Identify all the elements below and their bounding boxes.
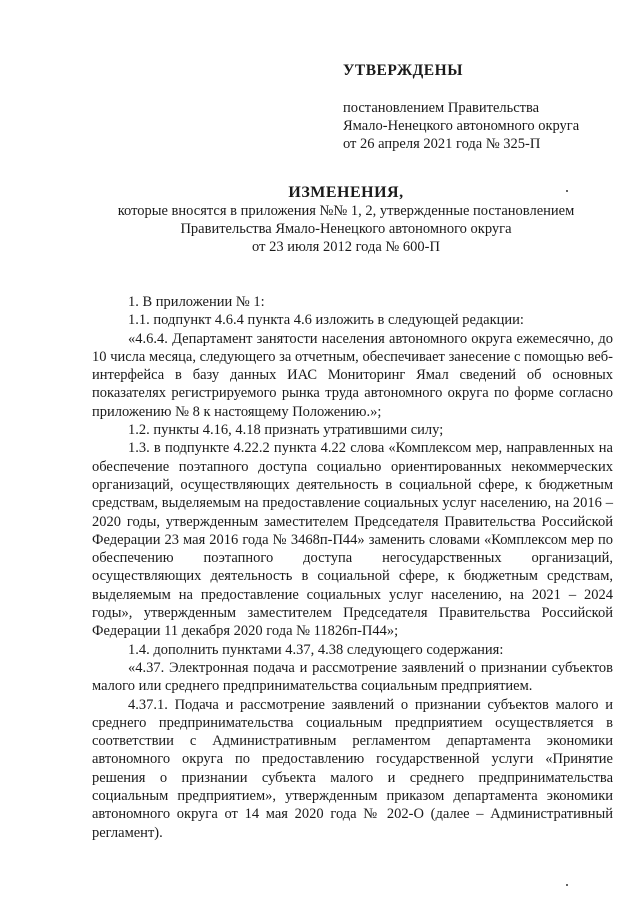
document-subtitle-line-2: Правительства Ямало-Ненецкого автономного округа	[180, 221, 512, 237]
approval-line-1: постановлением Правительства	[343, 100, 540, 116]
paragraph-1-2: 1.2. пункты 4.16, 4.18 признать утратившими силу;	[128, 422, 444, 439]
paragraph-4-37: «4.37. Электронная подача и рассмотрение заявлений о признании субъектов малого или среднего предпринимательства социальным предприятием.	[92, 659, 613, 695]
document-subtitle-line-3: от 23 июля 2012 года № 600-П	[252, 239, 440, 255]
document-header	[0, 184, 640, 256]
paragraph-4-37-1: 4.37.1. Подача и рассмотрение заявлений о признании субъектов малого и среднего предпринимательства социальным предприятием осуществляется в соответствии с Административным регламентом департамента экономики автономного округа по предоставлению государственной услуги «Принятие решения о признании субъекта малого и среднего предпринимательства социальным предприятием», утвержденным приказом департамента экономики автономного округа от 14 мая 2020 года № 202-О (далее – Административный регламент).	[92, 696, 613, 841]
paragraph-1-3: 1.3. в подпункте 4.22.2 пункта 4.22 слова «Комплексом мер, направленных на обеспечение поэтапного доступа социально ориентированных некоммерческих организаций, осуществляющих деятельность в социальной сфере, к бюджетным средствам, выделяемым на предоставление социальных услуг населению, на 2016 – 2020 годы, утвержденным заместителем Председателя Правительства Российской Федерации 23 мая 2016 года № 3468п-П44» заменить словами «Комплексом мер по обеспечению поэтапного доступа негосударственных организаций, осуществляющих деятельность в социальной сфере, к бюджетным средствам, выделяемым на предоставление социальных услуг населению, на 2021 – 2024 годы», утвержденным заместителем Председателя Правительства Российской Федерации 11 декабря 2020 года № 11826п-П44»;	[92, 440, 613, 640]
approval-line-2: Ямало-Ненецкого автономного округа	[343, 118, 580, 134]
approval-title: УТВЕРЖДЕНЫ	[343, 62, 463, 79]
paragraph-1: 1. В приложении № 1:	[128, 294, 265, 310]
approval-block	[343, 62, 633, 153]
scan-speck	[566, 884, 568, 886]
scan-speck	[566, 190, 568, 192]
paragraph-4-6-4: «4.6.4. Департамент занятости населения автономного округа ежемесячно, до 10 числа месяца, следующего за отчетным, обеспечивает занесение с помощью веб-интерфейса в базу данных ИАС Мониторинг Ямал сведений об основных показателях регистрируемого рынка труда автономного округа по форме согласно приложению № 8 к настоящему Положению.»;	[92, 330, 613, 420]
approval-line-3: от 26 апреля 2021 года № 325-П	[343, 136, 541, 152]
document-title: ИЗМЕНЕНИЯ,	[288, 184, 404, 201]
paragraph-1-1: 1.1. подпункт 4.6.4 пункта 4.6 изложить в следующей редакции:	[128, 312, 524, 329]
document-body	[92, 293, 613, 842]
document-subtitle-line-1: которые вносятся в приложения №№ 1, 2, утвержденные постановлением	[117, 203, 575, 219]
paragraph-1-4: 1.4. дополнить пунктами 4.37, 4.38 следующего содержания:	[128, 641, 504, 658]
